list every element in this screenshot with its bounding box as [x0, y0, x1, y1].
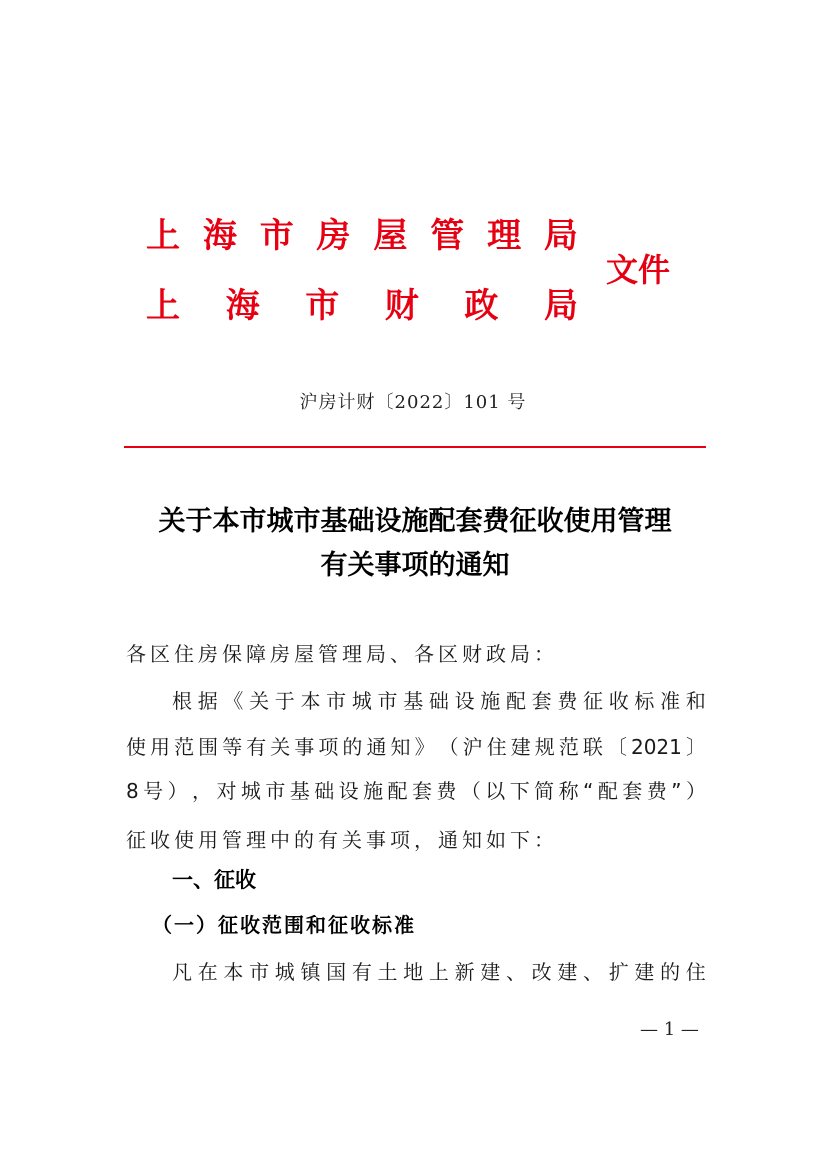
para1-line3-char: 配 [387, 779, 408, 803]
para1-line2-char: 等 [222, 735, 243, 759]
para2-line1-char: 新 [454, 960, 475, 984]
issuer-2-char: 局 [543, 286, 578, 326]
para1-line1-char: 准 [660, 689, 681, 713]
para1-line2-char: 住 [486, 735, 507, 759]
para1-line2-char: 通 [366, 735, 387, 759]
para1-line3-char: 以 [485, 779, 506, 803]
para2-line1-char: 凡 [172, 960, 192, 984]
para1-line3-char: 基 [289, 779, 310, 803]
para1-line2-char: 联 [582, 735, 603, 759]
para1-line3-char: 费 [646, 779, 667, 803]
para1-line3-char: 设 [338, 779, 359, 803]
para1-line2-char: 有 [246, 735, 267, 759]
para1-line1-char: 础 [428, 689, 449, 713]
issuer-1-char: 局 [543, 216, 578, 256]
para1-line3-char: 城 [240, 779, 261, 803]
para1-line1-char: 城 [351, 689, 372, 713]
issuer-2-char: 海 [225, 286, 260, 326]
para1-line1-char: 市 [326, 689, 347, 713]
para2-line1-char: 、 [583, 960, 603, 984]
red-divider [124, 446, 706, 448]
para1-line1-char: 《 [223, 689, 244, 713]
para1-line3-char: 称 [558, 779, 579, 803]
issuer-1-char: 市 [259, 216, 294, 256]
issuer-1-char: 上 [146, 216, 180, 256]
para2-line1-char: 镇 [300, 960, 321, 984]
para1-line3-char: 套 [411, 779, 432, 803]
para2-line1-char: 住 [685, 960, 706, 984]
para1-line3-char: 配 [597, 779, 618, 803]
para2-line1-char: 城 [274, 960, 295, 984]
page-number: — 1 — [640, 1019, 699, 1040]
para1-line2-char: 范 [558, 735, 579, 759]
issuer-2-char: 财 [384, 286, 419, 326]
para1-line2-char: 事 [294, 735, 315, 759]
issuer-line-housing-bureau [146, 216, 578, 256]
para1-line3-char: 础 [314, 779, 335, 803]
para1-line1-char: 征 [583, 689, 603, 713]
paragraph-1-line-3 [126, 777, 706, 805]
salutation: 各区住房保障房屋管理局、各区财政局： [126, 642, 558, 666]
para1-line1-char: 关 [249, 689, 270, 713]
para1-line1-char: 套 [531, 689, 552, 713]
para1-line3-char: 市 [265, 779, 286, 803]
para1-line1-char: 本 [300, 689, 321, 713]
para2-line1-char: 上 [428, 960, 449, 984]
para2-line1-char: 、 [505, 960, 526, 984]
para1-line2-char: 沪 [462, 735, 483, 759]
para1-line1-char: 设 [454, 689, 475, 713]
para1-line2-char: 建 [510, 735, 531, 759]
para1-line2-char: 关 [270, 735, 291, 759]
para2-line1-char: 建 [557, 960, 578, 984]
para2-line1-char: 扩 [608, 960, 629, 984]
para1-line3-char: 下 [509, 779, 530, 803]
para2-line1-char: 改 [531, 960, 552, 984]
para2-line1-char: 市 [249, 960, 270, 984]
document-title-line-2: 有关事项的通知 [320, 550, 510, 581]
para1-line2-char: 2021 [630, 735, 682, 759]
para1-line3-char: ， [192, 779, 213, 803]
para1-line1-char: 于 [274, 689, 295, 713]
issuer-1-char: 海 [202, 216, 237, 256]
para2-line1-char: 建 [634, 960, 655, 984]
para1-line1-char: 和 [685, 689, 706, 713]
issuer-2-char: 政 [464, 286, 499, 326]
para2-line1-char: 土 [377, 960, 398, 984]
para1-line1-char: 标 [634, 689, 655, 713]
section-heading-collection: 一、征收 [172, 868, 256, 892]
para1-line1-char: 配 [505, 689, 526, 713]
para1-line2-char: 》 [414, 735, 435, 759]
para1-line3-char: “ [583, 779, 594, 803]
paragraph-1-line-4: 征收使用管理中的有关事项，通知如下： [126, 828, 558, 852]
para1-line2-char: 〕 [685, 735, 706, 759]
issuer-2-char: 市 [305, 286, 340, 326]
para2-line1-char: 地 [403, 960, 424, 984]
para1-line2-char: 项 [318, 735, 339, 759]
para1-line2-char: 规 [534, 735, 555, 759]
para1-line3-char: 简 [534, 779, 555, 803]
para1-line2-char: 范 [174, 735, 195, 759]
document-title-line-1: 关于本市城市基础设施配套费征收使用管理 [158, 506, 672, 537]
para1-line1-char: 费 [557, 689, 578, 713]
para1-line1-char: 根 [172, 689, 192, 713]
para2-line1-char: 有 [351, 960, 372, 984]
issuer-1-char: 理 [487, 216, 522, 256]
paragraph-1-line-2 [126, 733, 706, 761]
issuer-1-char: 管 [430, 216, 465, 256]
para1-line2-char: 的 [342, 735, 363, 759]
para2-line1-char: 建 [480, 960, 501, 984]
subsection-heading-scope: （一）征收范围和征收标准 [152, 913, 416, 937]
para2-line1-char: 本 [223, 960, 244, 984]
para1-line3-char: 号 [143, 779, 164, 803]
para1-line2-char: 用 [150, 735, 171, 759]
para1-line3-char: 套 [622, 779, 643, 803]
paragraph-2-line-1 [172, 958, 706, 986]
para1-line1-char: 收 [608, 689, 629, 713]
paragraph-1-line-1 [172, 687, 706, 715]
para1-line3-char: 8 [126, 779, 139, 803]
para1-line2-char: 〔 [606, 735, 627, 759]
document-number: 沪房计财〔2022〕101 号 [299, 392, 527, 413]
para1-line1-char: 据 [197, 689, 218, 713]
para1-line3-char: 施 [363, 779, 384, 803]
para1-line1-char: 基 [403, 689, 424, 713]
para1-line3-char: （ [460, 779, 481, 803]
para1-line3-char: ） [685, 779, 706, 803]
para1-line3-char: ” [671, 779, 682, 803]
issuer-1-char: 屋 [373, 216, 408, 256]
issuer-line-finance-bureau [146, 286, 578, 326]
para1-line3-char: 对 [216, 779, 237, 803]
issuer-2-char: 上 [146, 286, 180, 326]
para1-line2-char: 使 [126, 735, 146, 759]
para1-line2-char: 知 [390, 735, 411, 759]
para1-line2-char: （ [438, 735, 459, 759]
para2-line1-char: 的 [660, 960, 681, 984]
para2-line1-char: 国 [326, 960, 347, 984]
para1-line1-char: 施 [480, 689, 501, 713]
para1-line3-char: 费 [436, 779, 457, 803]
para1-line3-char: ） [167, 779, 188, 803]
para1-line1-char: 市 [377, 689, 398, 713]
issuer-1-char: 房 [316, 216, 351, 256]
para1-line2-char: 围 [198, 735, 219, 759]
document-label: 文件 [606, 251, 671, 289]
para2-line1-char: 在 [197, 960, 218, 984]
